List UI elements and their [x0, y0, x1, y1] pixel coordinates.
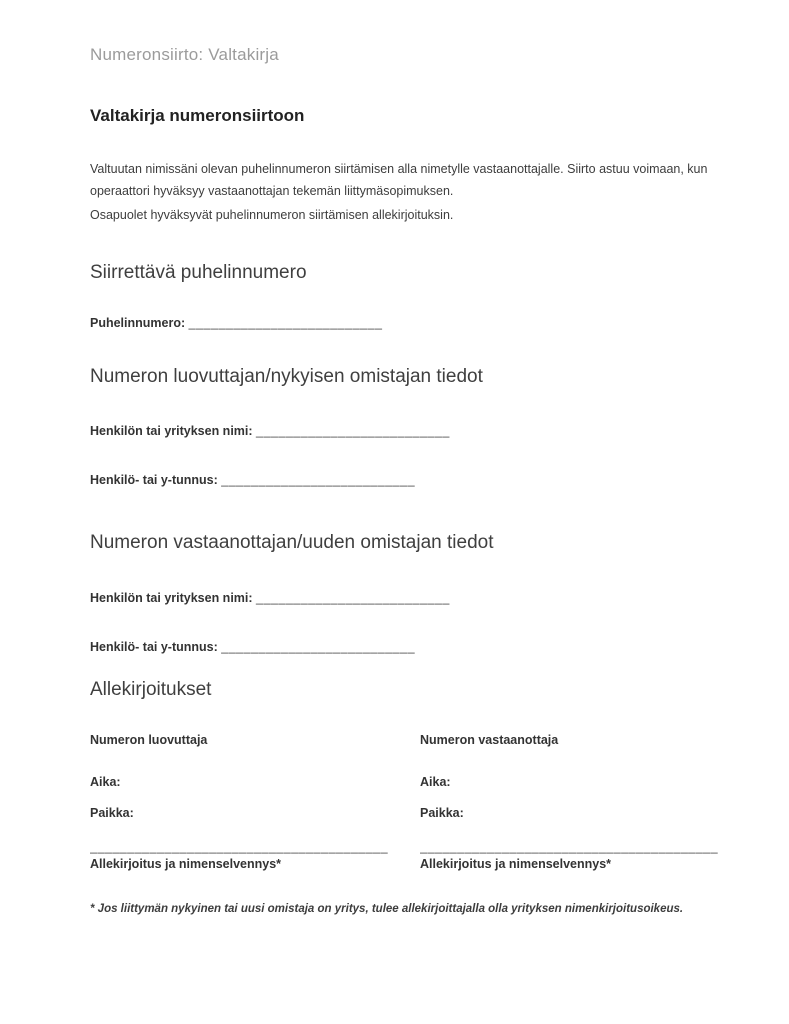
- signature-place-label-donor: Paikka:: [90, 806, 134, 820]
- donor-name-blank-line: __________________________: [256, 424, 450, 438]
- donor-id-label: Henkilö- tai y-tunnus:: [90, 473, 218, 487]
- signature-date-label-donor: Aika:: [90, 775, 121, 789]
- signature-caption-recipient: Allekirjoitus ja nimenselvennys*: [420, 857, 612, 871]
- signature-column-donor: [90, 733, 410, 871]
- recipient-id-label: Henkilö- tai y-tunnus:: [90, 640, 218, 654]
- signature-caption-donor: Allekirjoitus ja nimenselvennys*: [90, 857, 282, 871]
- intro-paragraph-2: Osapuolet hyväksyvät puhelinnumeron siirtämisen allekirjoituksin.: [90, 208, 454, 222]
- donor-name-field: [90, 424, 450, 438]
- signature-column-recipient: [420, 733, 740, 871]
- signature-blank-line-recipient: ________________________________________: [420, 840, 719, 854]
- document-title: Valtakirja numeronsiirtoon: [90, 106, 305, 125]
- signature-date-label-recipient: Aika:: [420, 775, 451, 789]
- intro-paragraph-1: Valtuutan nimissäni olevan puhelinnumeron siirtämisen alla nimetylle vastaanottajalle. Siirto astuu voimaan, kun operaattori hyväksyy vastaanottajan tekemän liittymäsopimuksen.: [90, 162, 708, 198]
- phone-number-field: [90, 316, 382, 330]
- signature-place-label-recipient: Paikka:: [420, 806, 464, 820]
- section-heading-signatures: Allekirjoitukset: [90, 679, 212, 700]
- recipient-id-blank-line: __________________________: [221, 640, 416, 654]
- recipient-id-field: [90, 640, 415, 654]
- document-header: Numeronsiirto: Valtakirja: [90, 45, 279, 64]
- signature-party-recipient: Numeron vastaanottaja: [420, 733, 559, 747]
- donor-id-blank-line: __________________________: [221, 473, 416, 487]
- phone-number-label: Puhelinnumero:: [90, 316, 186, 330]
- phone-number-blank-line: __________________________: [188, 316, 383, 330]
- signature-blank-line-donor: ________________________________________: [90, 840, 389, 854]
- section-heading-transferable-number: Siirrettävä puhelinnumero: [90, 262, 307, 283]
- signature-party-donor: Numeron luovuttaja: [90, 733, 208, 747]
- company-signatory-footnote: * Jos liittymän nykyinen tai uusi omistaja on yritys, tulee allekirjoittajalla olla yrityksen nimenkirjoitusoikeus.: [90, 903, 684, 915]
- recipient-name-field: [90, 591, 450, 605]
- section-heading-donor: Numeron luovuttajan/nykyisen omistajan tiedot: [90, 366, 483, 387]
- section-heading-recipient: Numeron vastaanottajan/uuden omistajan tiedot: [90, 532, 494, 553]
- recipient-name-blank-line: __________________________: [256, 591, 450, 605]
- donor-id-field: [90, 473, 415, 487]
- recipient-name-label: Henkilön tai yrityksen nimi:: [90, 591, 253, 605]
- donor-name-label: Henkilön tai yrityksen nimi:: [90, 424, 253, 438]
